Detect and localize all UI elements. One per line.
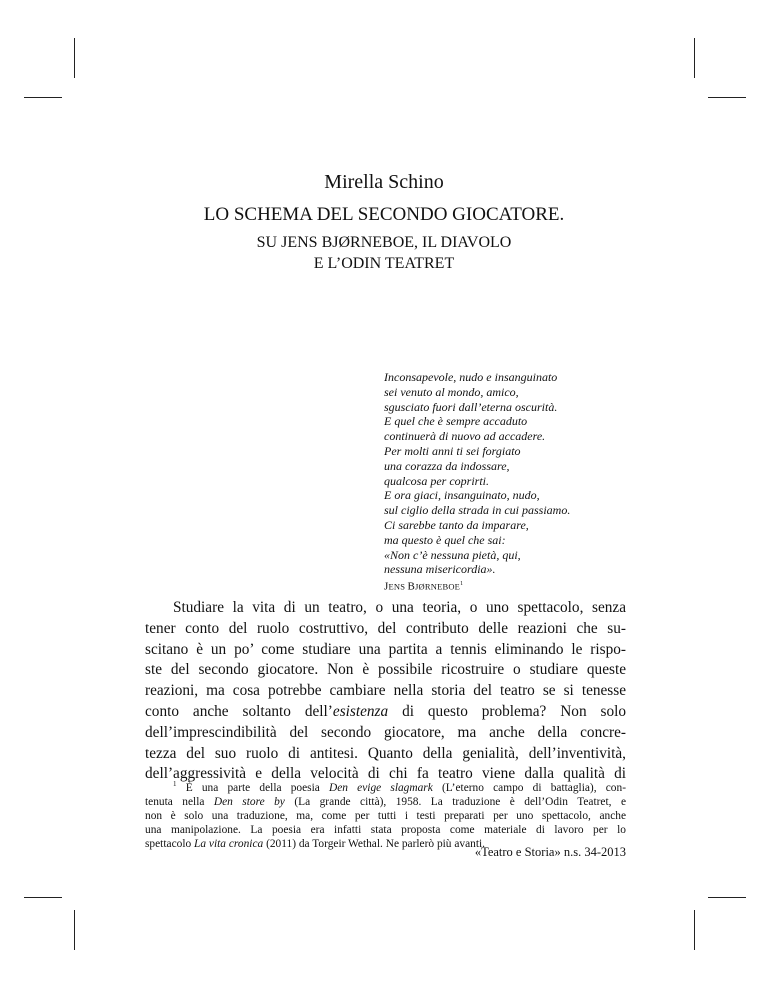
epigraph-line: E quel che è sempre accaduto bbox=[384, 414, 528, 429]
epigraph-line: Per molti anni ti sei forgiato bbox=[384, 443, 521, 458]
epigraph-author: JENS BJØRNEBOE$^1$ bbox=[384, 580, 464, 593]
footnote-line: tenuta nella Den store by (La grande città), 1958. La traduzione è dell’Odin Teatret, e bbox=[145, 795, 626, 808]
epigraph-line: sul ciglio della strada in cui passiamo. bbox=[384, 503, 571, 518]
article-subtitle bbox=[0, 232, 768, 274]
footnote-line: spettacolo La vita cronica (2011) da Torgeir Wethal. Ne parlerò più avanti. bbox=[145, 837, 486, 850]
crop-mark-top-left-h bbox=[24, 97, 62, 98]
body-line: dell’imprescindibilità del secondo giocatore, ma anche della concre- bbox=[145, 723, 626, 741]
footnote-line: non è solo una traduzione, ma, come per tutti i testi preparati per uno spettacolo, anche bbox=[145, 809, 626, 822]
epigraph-line: sgusciato fuori dall’eterna oscurità. bbox=[384, 399, 558, 414]
epigraph-line: E ora giaci, insanguinato, nudo, bbox=[384, 488, 540, 503]
body-line: ste del secondo giocatore. Non è possibile ricostruire o studiare queste bbox=[145, 661, 626, 679]
subtitle-line: SU JENS BJØRNEBOE, IL DIAVOLO bbox=[256, 234, 512, 251]
body-line: tener conto del ruolo costruttivo, del contributo delle reazioni che su- bbox=[145, 619, 626, 637]
epigraph-line: qualcosa per coprirti. bbox=[384, 473, 489, 488]
body-line: dell’aggressività e della velocità di chi fa teatro viene dalla qualità di bbox=[145, 765, 626, 783]
epigraph-line: sei venuto al mondo, amico, bbox=[384, 384, 519, 399]
crop-mark-top-right-h bbox=[708, 97, 746, 98]
footnote-reference[interactable]: 1 bbox=[460, 581, 464, 588]
subtitle-line: E L’ODIN TEATRET bbox=[313, 255, 455, 272]
epigraph-line: Inconsapevole, nudo e insanguinato bbox=[384, 370, 558, 384]
article-author: Mirella Schino bbox=[324, 171, 444, 193]
epigraph-line: ma questo è quel che sai: bbox=[384, 532, 506, 547]
body-line: conto anche soltanto dell’esistenza di questo problema? Non solo bbox=[145, 702, 627, 720]
body-line: Studiare la vita di un teatro, o una teoria, o uno spettacolo, senza bbox=[173, 599, 626, 616]
epigraph-line: Ci sarebbe tanto da imparare, bbox=[384, 517, 529, 532]
footnote-line: una manipolazione. La poesia era infatti stata proposta come materiale di lavoro per lo bbox=[145, 823, 626, 836]
footnote bbox=[145, 777, 626, 851]
crop-mark-bottom-left-v bbox=[74, 910, 75, 950]
crop-mark-top-left-v bbox=[74, 38, 75, 78]
epigraph-lines bbox=[384, 370, 644, 577]
epigraph-line: una corazza da indossare, bbox=[384, 458, 510, 473]
crop-mark-bottom-right-v bbox=[694, 910, 695, 950]
footnote-line: $^1$ È una parte della poesia Den evige slagmark (L’eterno campo di battaglia), con- bbox=[173, 780, 626, 794]
epigraph-line: continuerà di nuovo ad accadere. bbox=[384, 429, 546, 444]
body-line: scitano è un po’ come studiare una partita a tennis eliminando le rispo- bbox=[145, 640, 626, 658]
body-line: tezza del suo ruolo di antitesi. Quanto della genialità, dell’inventività, bbox=[145, 744, 626, 762]
article-title: LO SCHEMA DEL SECONDO GIOCATORE. bbox=[203, 204, 565, 225]
footnote-number: 1 bbox=[173, 780, 177, 788]
epigraph bbox=[384, 370, 644, 595]
crop-mark-top-right-v bbox=[694, 38, 695, 78]
body-text bbox=[145, 598, 626, 785]
epigraph-line: «Non c’è nessuna pietà, qui, bbox=[384, 547, 521, 562]
body-line: reazioni, ma cosa potrebbe cambiare nella storia del teatro se si tenesse bbox=[145, 682, 626, 700]
journal-reference: «Teatro e Storia» n.s. 34-2013 bbox=[474, 845, 626, 859]
crop-mark-bottom-left-h bbox=[24, 897, 62, 898]
epigraph-line: nessuna misericordia». bbox=[384, 562, 496, 577]
crop-mark-bottom-right-h bbox=[708, 897, 746, 898]
